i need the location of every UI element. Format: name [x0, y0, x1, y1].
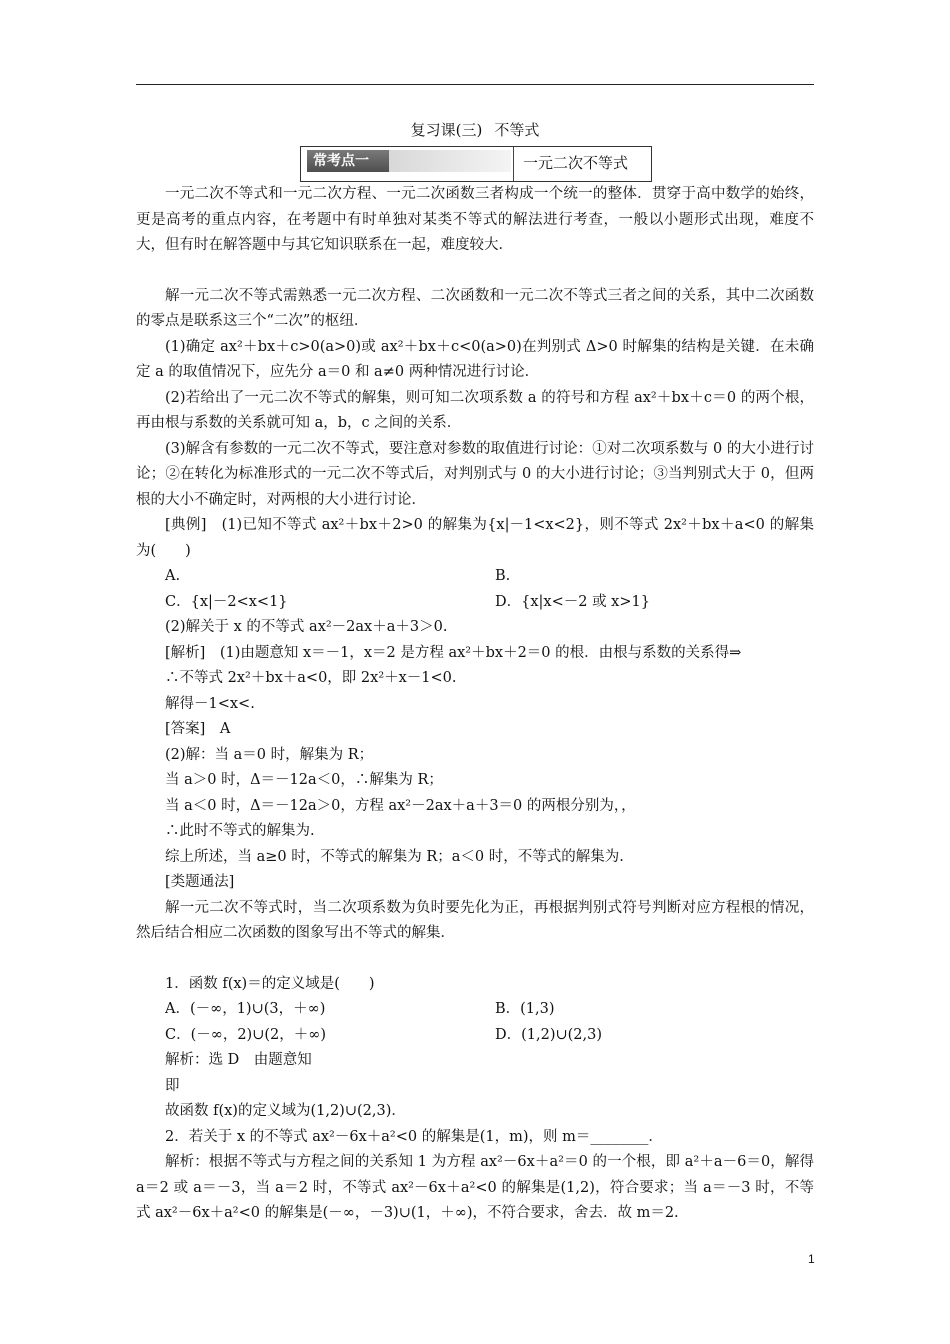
- exercise-1-option-d: D．(1,2)∪(2,3): [495, 1026, 603, 1043]
- exercise-2-solution: 解析：根据不等式与方程之间的关系知 1 为方程 ax²－6x＋a²＝0 的一个根，即 a²＋a－6＝0，解得 a＝2 或 a＝－3，当 a＝2 时，不等式 ax²－6x＋a²<0 的解集是(1,2)，符合要求；当 a＝－3 时，不等式 ax²－6x＋a²<0 的解集是(－∞，－3)∪(1，＋∞)，不符合要求，舍去．故 m＝2.: [136, 1154, 814, 1221]
- title-topic: 不等式: [494, 121, 540, 139]
- solution-line-7: ∴此时不等式的解集为.: [165, 823, 315, 839]
- exercise-2: 2．若关于 x 的不等式 ax²－6x＋a²<0 的解集是(1，m)，则 m＝________．: [165, 1128, 663, 1145]
- section-tag-shade: [389, 150, 511, 172]
- exercise-1-option-a: A．(－∞，1)∪(3，＋∞): [165, 1001, 326, 1017]
- exercise-1-solution-3: 故函数 f(x)的定义域为(1,2)∪(2,3)．: [165, 1103, 406, 1119]
- method-title: [类题通法]: [165, 874, 235, 890]
- answer-line: [答案] A: [165, 721, 231, 737]
- point-2: (2)若给出了一元二次不等式的解集，则可知二次项系数 a 的符号和方程 ax²＋bx＋c＝0 的两个根，再由根与系数的关系就可知 a，b，c 之间的关系．: [136, 389, 814, 431]
- exercise-1-options-row-2: [136, 1023, 814, 1049]
- example-question-2: (2)解关于 x 的不等式 ax²－2ax＋a＋3＞0.: [165, 619, 448, 635]
- exercise-1-options-row-1: [136, 997, 814, 1023]
- solution-line-1: [解析] (1)由题意知 x＝－1，x＝2 是方程 ax²＋bx＋2＝0 的根．由根与系数的关系得⇒: [165, 644, 742, 661]
- option-a: A.: [165, 568, 181, 584]
- exercise-1: 1．函数 f(x)＝的定义域是( ): [165, 975, 375, 992]
- exercise-1-solution-2: 即: [165, 1077, 180, 1094]
- page-number: 1: [808, 1252, 815, 1266]
- method-paragraph: 解一元二次不等式需熟悉一元二次方程、二次函数和一元二次不等式三者之间的关系，其中二次函数的零点是联系这三个“二次”的枢纽．: [136, 287, 814, 329]
- solution-line-5: 当 a＞0 时，Δ＝－12a＜0，∴解集为 R；: [165, 772, 443, 788]
- solution-line-6: 当 a＜0 时，Δ＝－12a＞0，方程 ax²－2ax＋a＋3＝0 的两根分别为，，: [165, 797, 636, 814]
- header-rule: [136, 84, 814, 85]
- example-question-1: [典例] (1)已知不等式 ax²＋bx＋2>0 的解集为{x|－1<x<2}，则不等式 2x²＋bx＋a<0 的解集为( ): [136, 517, 814, 559]
- page-title: [136, 120, 814, 140]
- exercise-1-solution-1: 解析：选 D 由题意知: [165, 1052, 312, 1068]
- exercise-1-option-b: B．(1,3): [495, 1001, 555, 1017]
- document-page: [136, 112, 814, 1227]
- point-3: (3)解含有参数的一元二次不等式，要注意对参数的取值进行讨论：①对二次项系数与 0 的大小进行讨论；②在转化为标准形式的一元二次不等式后，对判别式与 0 的大小进行讨论；③当判别式大于 0，但两根的大小不确定时，对两根的大小进行讨论．: [136, 440, 814, 508]
- section-divider: [513, 147, 514, 181]
- section-topic: 一元二次不等式: [523, 154, 629, 172]
- solution-line-2: ∴不等式 2x²＋bx＋a<0，即 2x²＋x－1<0.: [165, 670, 457, 686]
- solution-line-4: (2)解：当 a＝0 时，解集为 R；: [165, 746, 374, 763]
- options-row-2: [136, 590, 814, 616]
- option-b: B.: [495, 568, 511, 584]
- exercise-1-option-c: C．(－∞，2)∪(2，＋∞): [165, 1026, 326, 1043]
- method-summary: 解一元二次不等式时，当二次项系数为负时要先化为正，再根据判别式符号判断对应方程根的情况，然后结合相应二次函数的图象写出不等式的解集．: [136, 899, 814, 941]
- section-header: [300, 146, 652, 182]
- point-1: (1)确定 ax²＋bx＋c>0(a>0)或 ax²＋bx＋c<0(a>0)在判别式 Δ>0 时解集的结构是关键．在未确定 a 的取值情况下，应先分 a＝0 和 a≠0 两种情况进行讨论．: [136, 338, 814, 380]
- section-tag: 常考点一: [307, 150, 389, 172]
- title-lesson: 复习课(三): [410, 121, 483, 139]
- solution-line-3: 解得－1<x<.: [165, 695, 255, 712]
- solution-line-8: 综上所述，当 a≥0 时，不等式的解集为 R；a＜0 时，不等式的解集为.: [165, 848, 624, 865]
- intro-paragraph: 一元二次不等式和一元二次方程、一元二次函数三者构成一个统一的整体．贯穿于高中数学的始终，更是高考的重点内容，在考题中有时单独对某类不等式的解法进行考查，一般以小题形式出现，难度不大，但有时在解答题中与其它知识联系在一起，难度较大．: [136, 186, 814, 253]
- option-c: C．{x|－2<x<1}: [165, 593, 288, 610]
- option-d: D．{x|x<－2 或 x>1}: [495, 593, 650, 610]
- options-row-1: [136, 564, 814, 590]
